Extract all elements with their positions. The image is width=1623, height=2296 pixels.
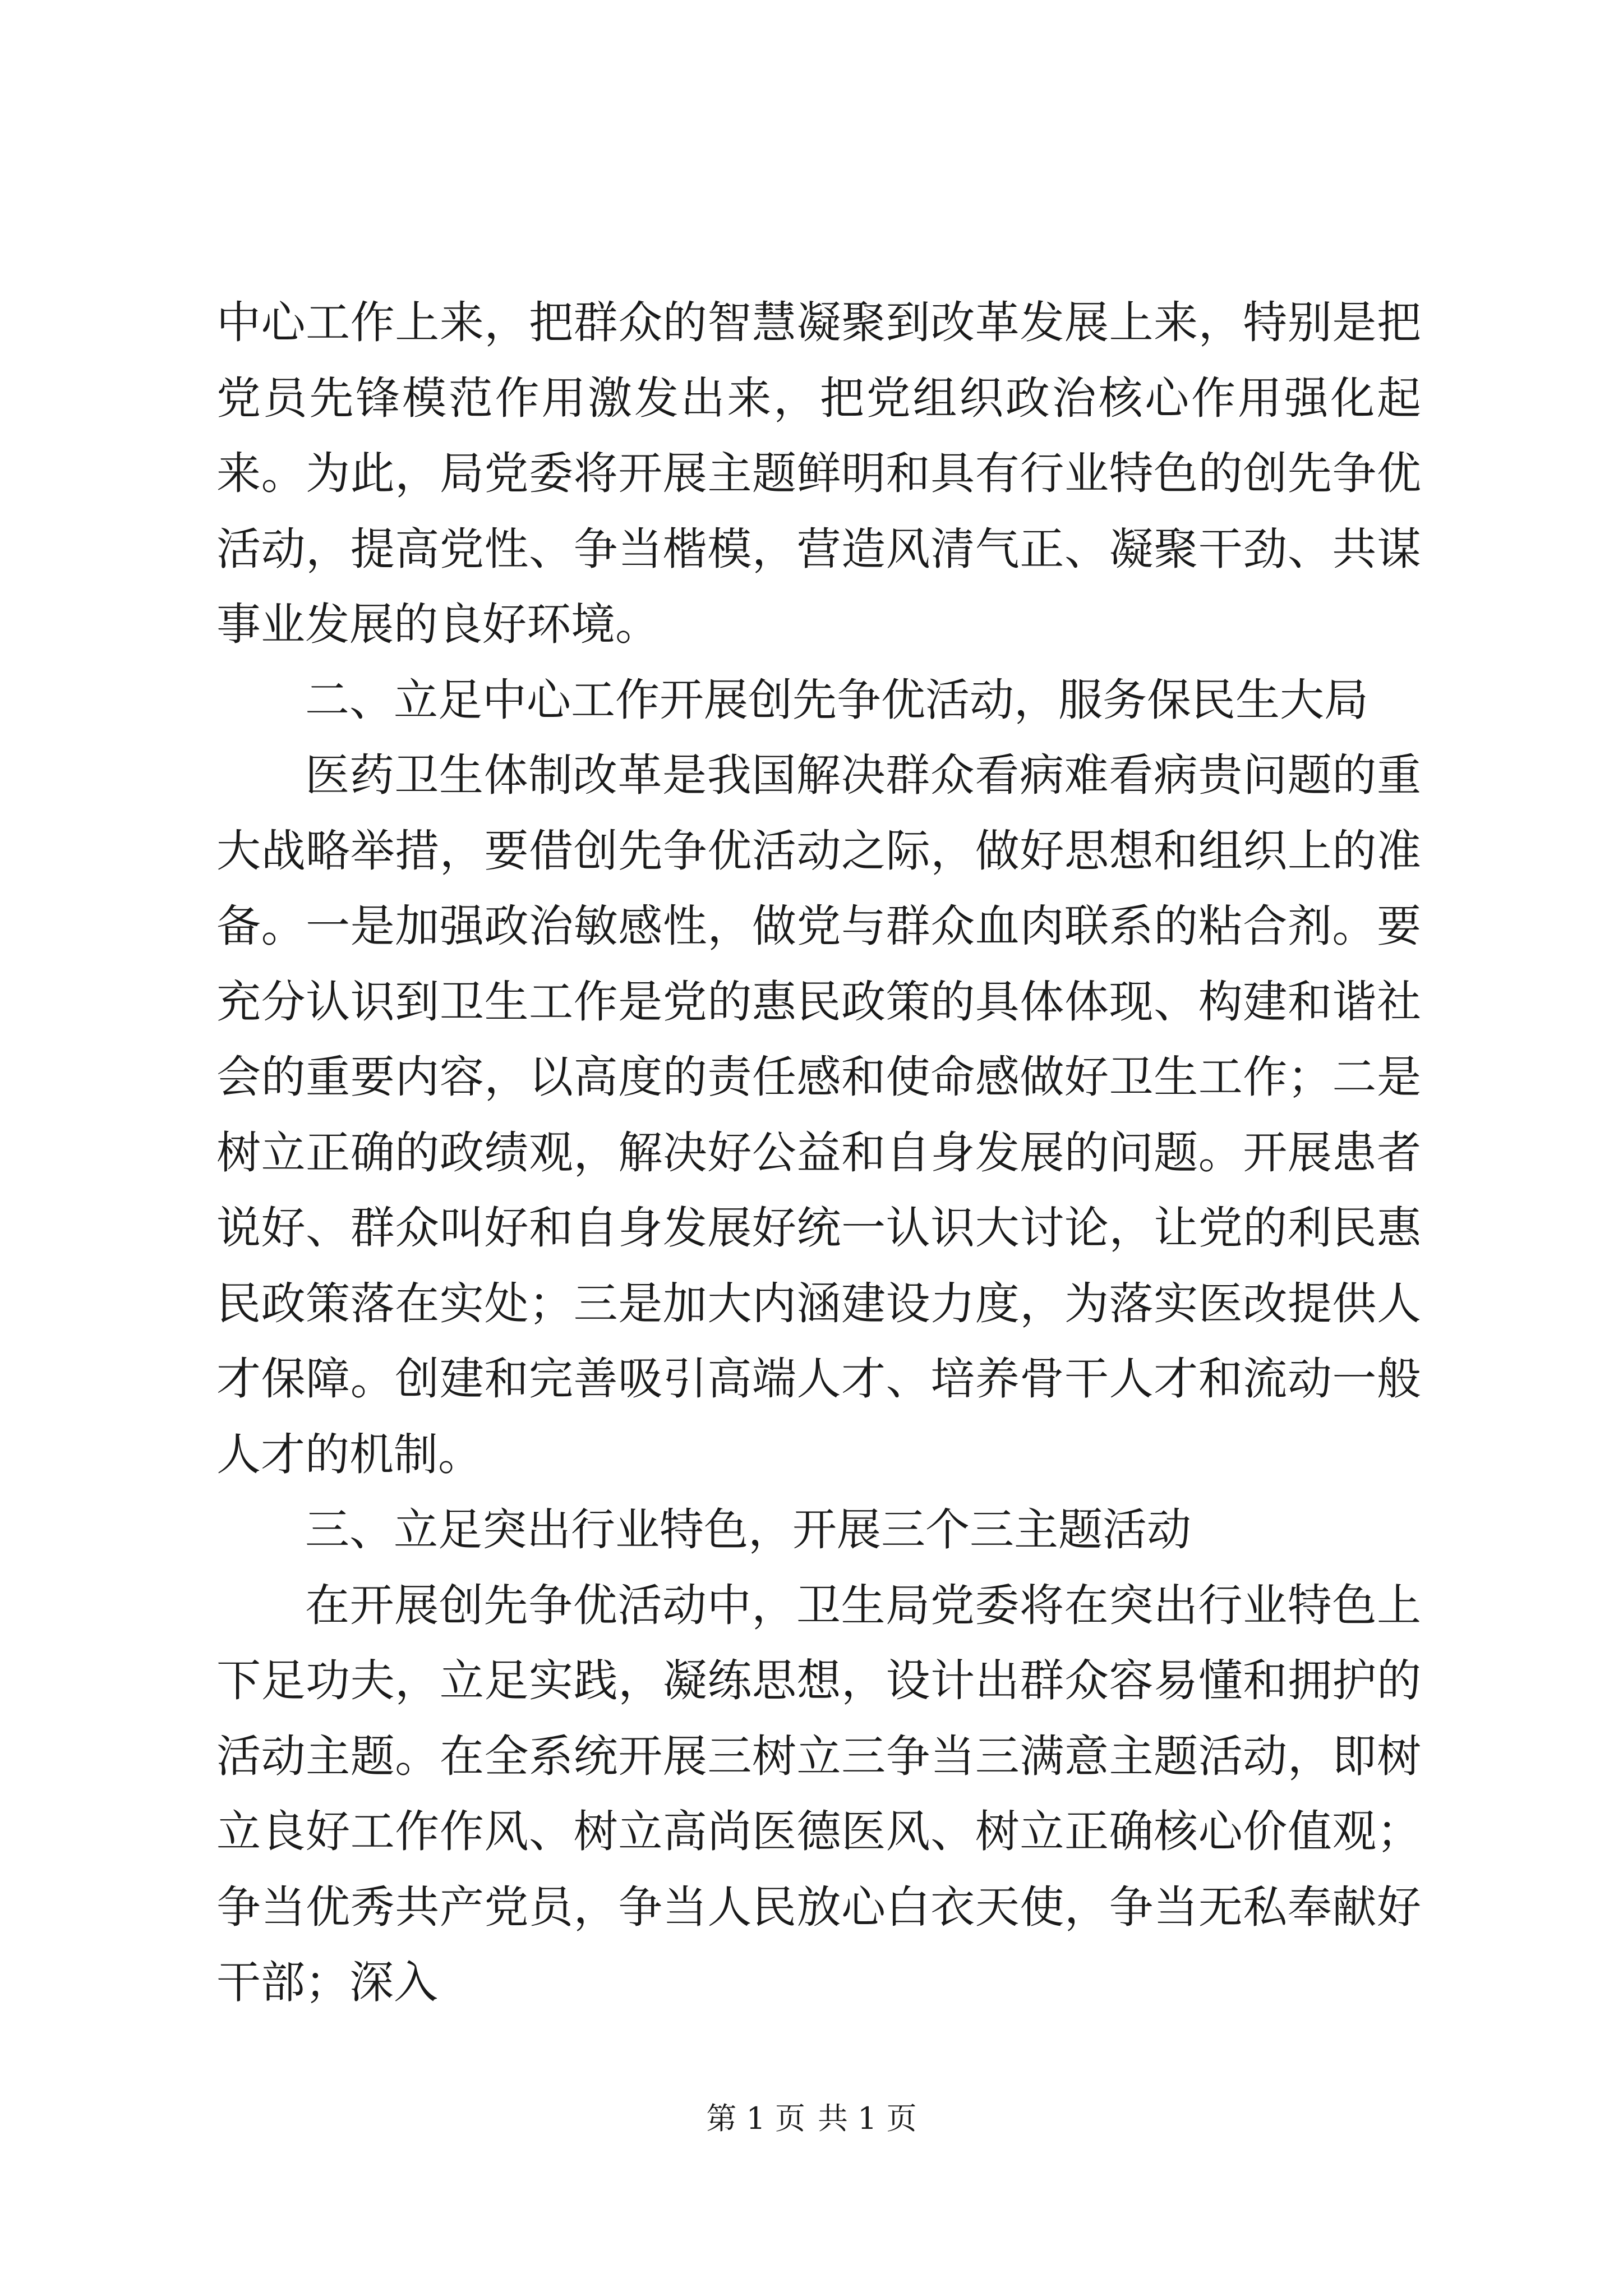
page-total-label: 共 1 页 xyxy=(818,2101,917,2136)
paragraph-medical-reform: 医药卫生体制改革是我国解决群众看病难看病贵问题的重大战略举措，要借创先争优活动之际，做好思想和组织上的准备。一是加强政治敏感性，做党与群众血肉联系的粘合剂。要充分认识到卫生工作是党的惠民政策的具体体现、构建和谐社会的重要内容，以高度的责任感和使命感做好卫生工作；二是树立正确的政绩观，解决好公益和自身发展的问题。开展患者说好、群众叫好和自身发展好统一认识大讨论，让党的利民惠民政策落在实处；三是加大内涵建设力度，为落实医改提供人才保障。创建和完善吸引高端人才、培养骨干人才和流动一般人才的机制。 xyxy=(216,749,1421,1480)
page-number-label: 第 1 页 xyxy=(706,2101,805,2136)
document-body xyxy=(216,285,1421,2021)
section-heading-2: 二、立足中心工作开展创先争优活动，服务保民生大局 xyxy=(305,674,1368,726)
paragraph-continuation: 中心工作上来，把群众的智慧凝聚到改革发展上来，特别是把党员先锋模范作用激发出来，把党组织政治核心作用强化起来。为此，局党委将开展主题鲜明和具有行业特色的创先争优活动，提高党性、争当楷模，营造风清气正、凝聚干劲、共谋事业发展的良好环境。 xyxy=(216,297,1421,650)
paragraph-theme-activities: 在开展创先争优活动中，卫生局党委将在突出行业特色上下足功夫，立足实践，凝练思想，设计出群众容易懂和拥护的活动主题。在全系统开展三树立三争当三满意主题活动，即树立良好工作作风、树立高尚医德医风、树立正确核心价值观；争当优秀共产党员，争当人民放心白衣天使，争当无私奉献好干部；深入 xyxy=(216,1579,1421,2008)
page-footer xyxy=(0,2099,1623,2138)
section-heading-3: 三、立足突出行业特色，开展三个三主题活动 xyxy=(305,1504,1191,1556)
